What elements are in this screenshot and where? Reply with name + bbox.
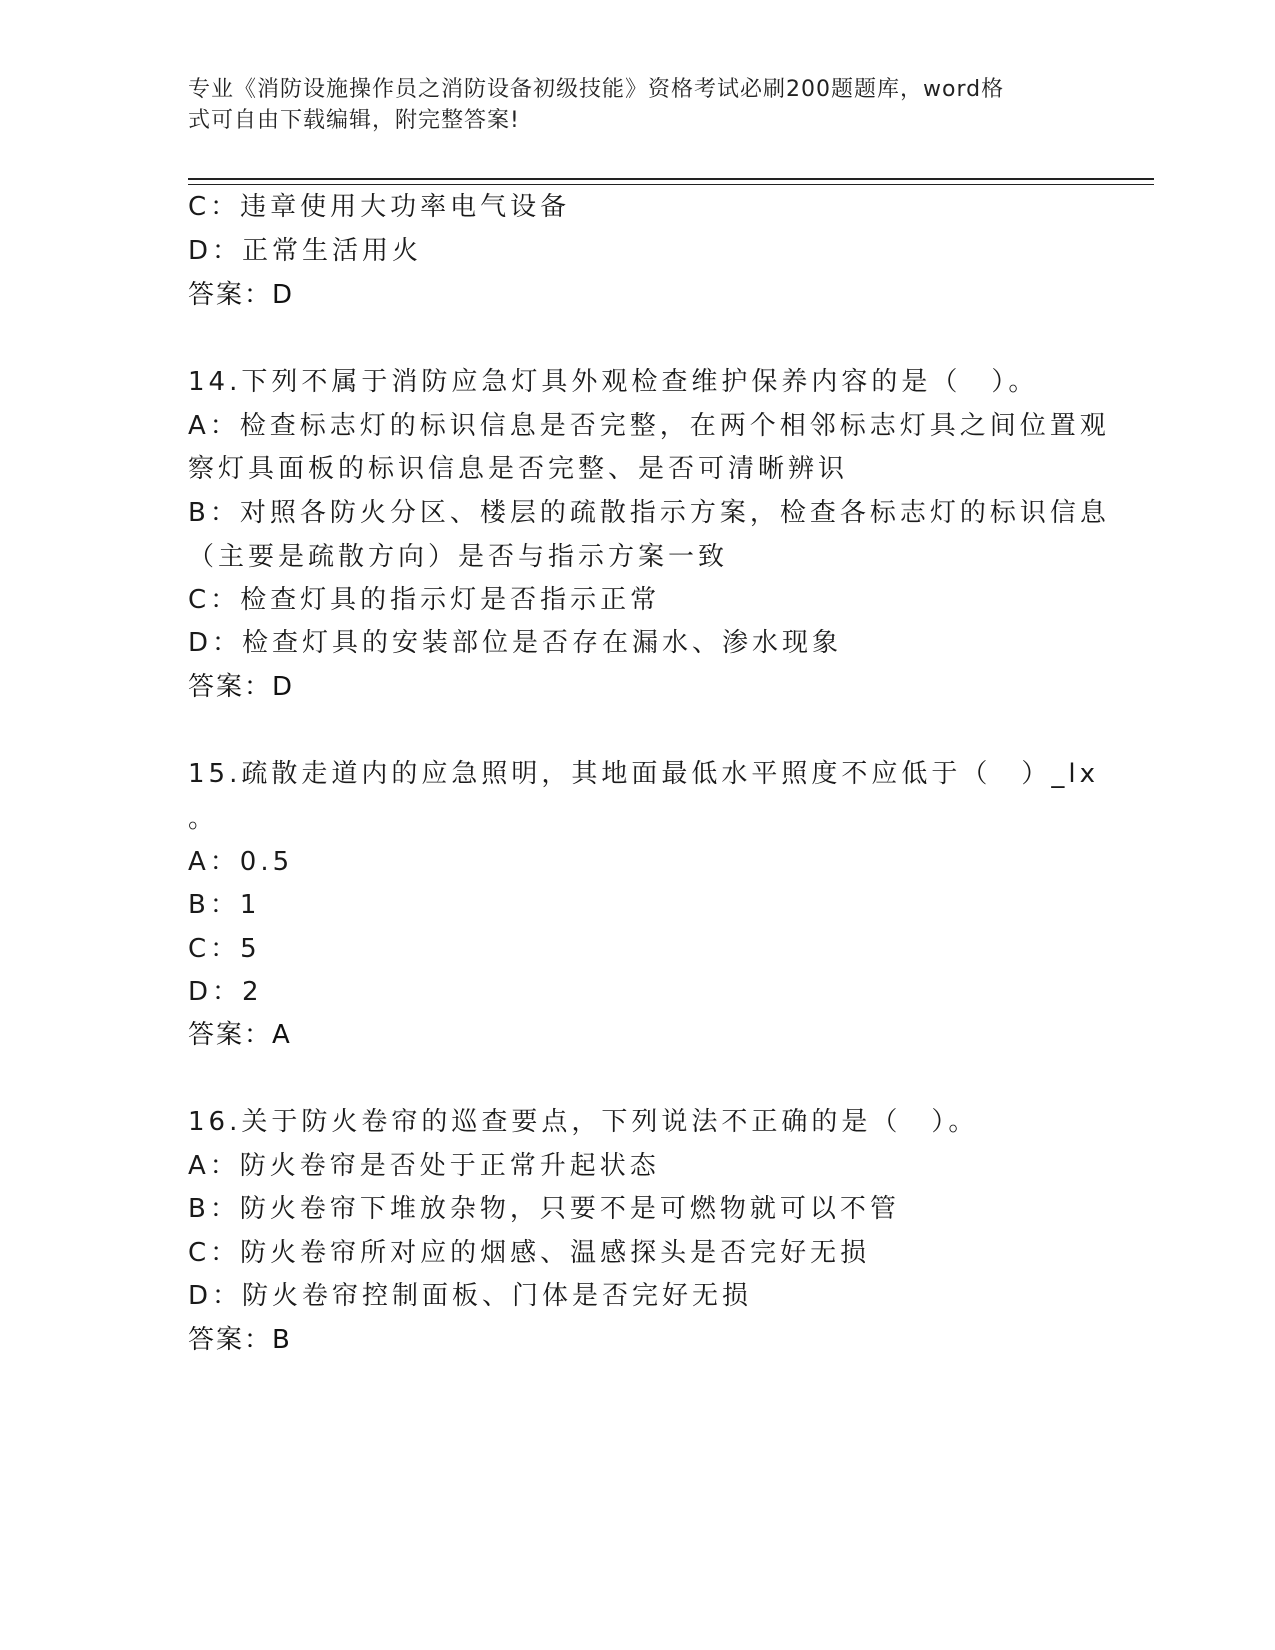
q16-answer: 答案：B [188, 1325, 292, 1355]
q15-option-b: B：1 [188, 890, 261, 920]
q15-option-a: A：0.5 [188, 847, 294, 877]
q14-option-d: D：检查灯具的安装部位是否存在漏水、渗水现象 [188, 628, 843, 658]
document-header [188, 74, 1068, 136]
q15-stem-line1: 15.疏散走道内的应急照明，其地面最低水平照度不应低于（ ）_lx [188, 759, 1099, 789]
q16-option-b: B：防火卷帘下堆放杂物，只要不是可燃物就可以不管 [188, 1194, 900, 1224]
q14-option-c: C：检查灯具的指示灯是否指示正常 [188, 585, 661, 615]
q13-answer: 答案：D [188, 280, 295, 310]
q15-option-d: D：2 [188, 977, 263, 1007]
q14-option-a-line1: A：检查标志灯的标识信息是否完整，在两个相邻标志灯具之间位置观 [188, 411, 1110, 441]
q16-option-c: C：防火卷帘所对应的烟感、温感探头是否完好无损 [188, 1238, 871, 1268]
q13-option-d: D：正常生活用火 [188, 236, 423, 266]
header-divider-thin [188, 184, 1154, 185]
q15-answer: 答案：A [188, 1020, 292, 1050]
q15-option-c: C：5 [188, 934, 261, 964]
header-divider-thick [188, 178, 1154, 180]
q15-stem-line2: 。 [188, 804, 219, 834]
q14-option-b-line2: （主要是疏散方向）是否与指示方案一致 [188, 542, 729, 572]
q16-stem: 16.关于防火卷帘的巡查要点，下列说法不正确的是（ ）。 [188, 1107, 979, 1137]
header-title-line2: 式可自由下载编辑，附完整答案! [188, 108, 520, 133]
q16-option-a: A：防火卷帘是否处于正常升起状态 [188, 1151, 660, 1181]
q14-answer: 答案：D [188, 672, 295, 702]
q14-stem: 14.下列不属于消防应急灯具外观检查维护保养内容的是（ ）。 [188, 367, 1039, 397]
q14-option-b-line1: B：对照各防火分区、楼层的疏散指示方案，检查各标志灯的标识信息 [188, 498, 1110, 528]
header-title-line1: 专业《消防设施操作员之消防设备初级技能》资格考试必刷200题题库，word格 [188, 77, 1005, 102]
q14-option-a-line2: 察灯具面板的标识信息是否完整、是否可清晰辨识 [188, 454, 849, 484]
q16-option-d: D：防火卷帘控制面板、门体是否完好无损 [188, 1281, 753, 1311]
q13-option-c: C：违章使用大功率电气设备 [188, 192, 571, 222]
